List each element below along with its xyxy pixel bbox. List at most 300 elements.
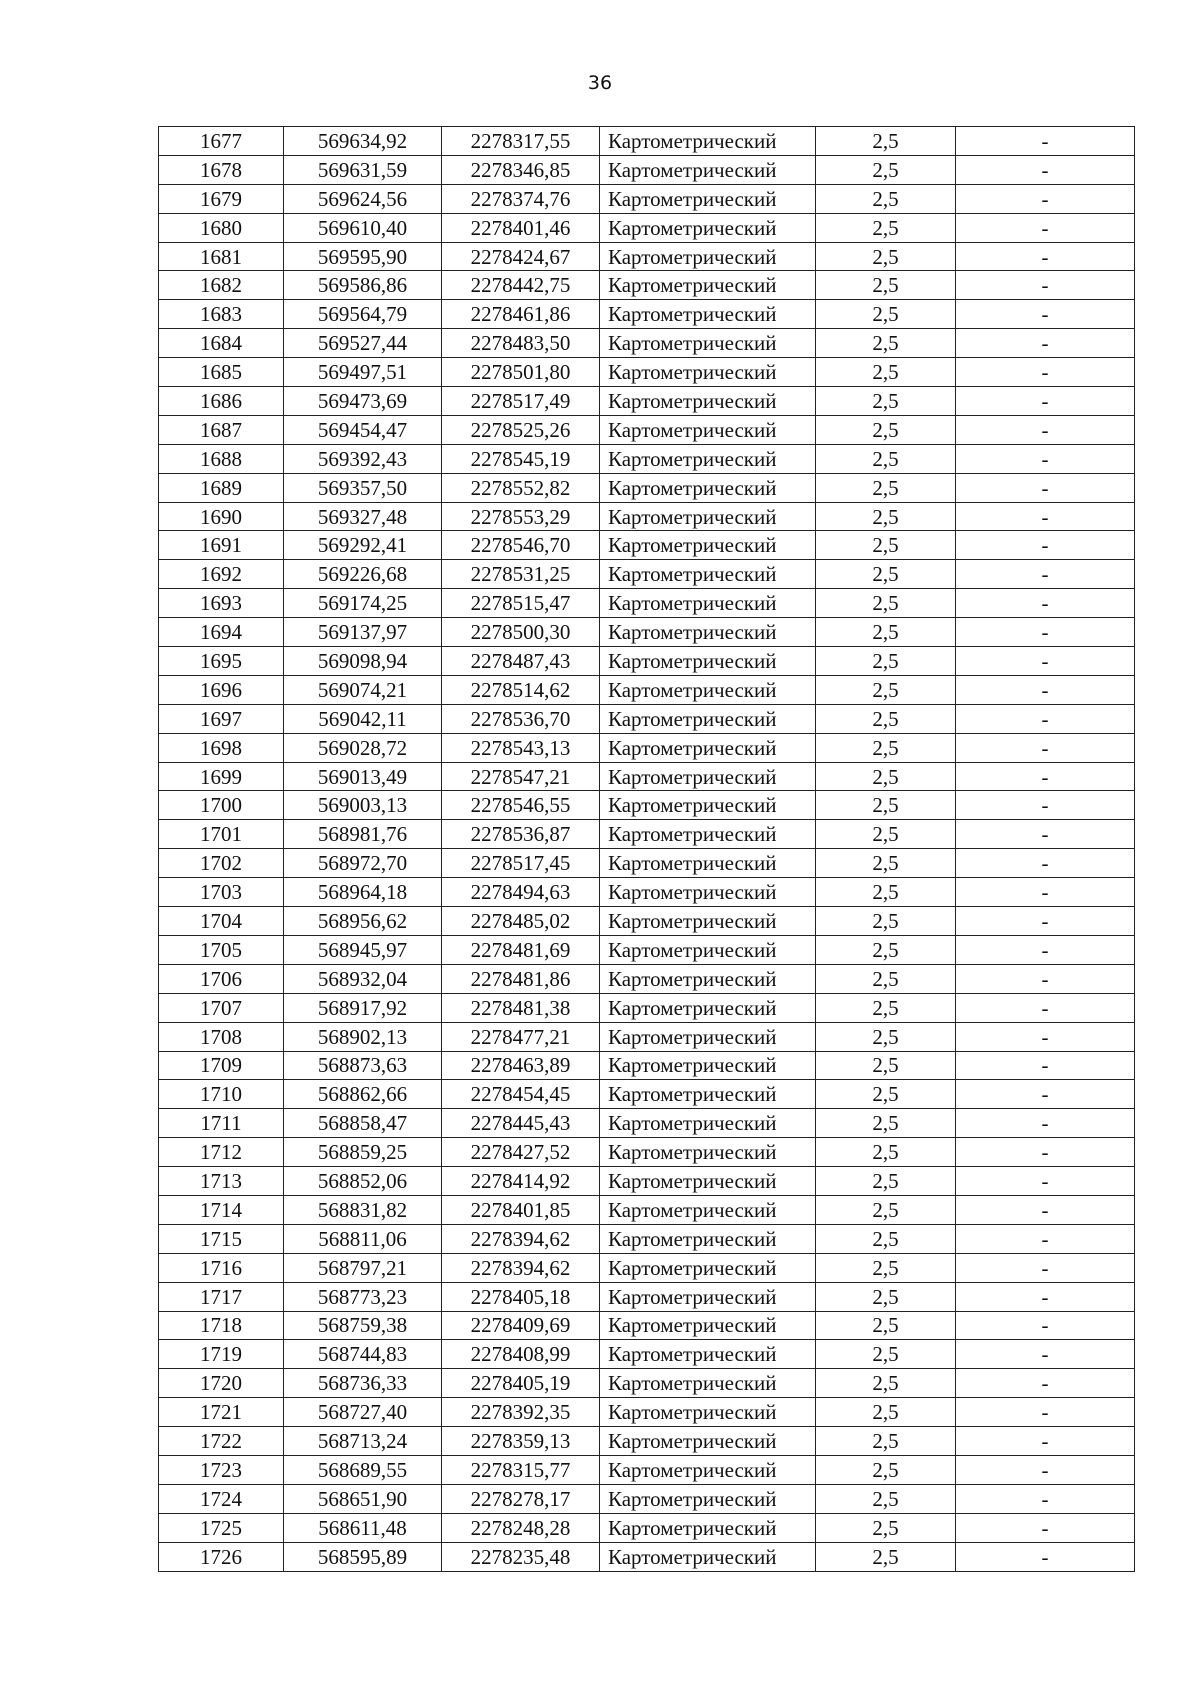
point-number-cell: 1699 xyxy=(159,762,284,791)
accuracy-cell: 2,5 xyxy=(816,1542,956,1571)
x-coordinate-cell: 568862,66 xyxy=(284,1080,442,1109)
y-coordinate-cell: 2278248,28 xyxy=(442,1513,600,1542)
point-number-cell: 1716 xyxy=(159,1253,284,1282)
table-row xyxy=(159,1022,1135,1051)
method-cell: Картометрический xyxy=(600,647,816,676)
y-coordinate-cell: 2278483,50 xyxy=(442,329,600,358)
accuracy-cell: 2,5 xyxy=(816,993,956,1022)
point-number-cell: 1713 xyxy=(159,1167,284,1196)
description-cell: - xyxy=(956,1340,1135,1369)
method-cell: Картометрический xyxy=(600,213,816,242)
accuracy-cell: 2,5 xyxy=(816,1022,956,1051)
y-coordinate-cell: 2278401,46 xyxy=(442,213,600,242)
description-cell: - xyxy=(956,213,1135,242)
accuracy-cell: 2,5 xyxy=(816,1167,956,1196)
table-row xyxy=(159,589,1135,618)
method-cell: Картометрический xyxy=(600,762,816,791)
x-coordinate-cell: 569003,13 xyxy=(284,791,442,820)
description-cell: - xyxy=(956,762,1135,791)
point-number-cell: 1680 xyxy=(159,213,284,242)
accuracy-cell: 2,5 xyxy=(816,1484,956,1513)
method-cell: Картометрический xyxy=(600,993,816,1022)
y-coordinate-cell: 2278454,45 xyxy=(442,1080,600,1109)
method-cell: Картометрический xyxy=(600,1311,816,1340)
y-coordinate-cell: 2278409,69 xyxy=(442,1311,600,1340)
method-cell: Картометрический xyxy=(600,444,816,473)
y-coordinate-cell: 2278359,13 xyxy=(442,1427,600,1456)
y-coordinate-cell: 2278477,21 xyxy=(442,1022,600,1051)
x-coordinate-cell: 568797,21 xyxy=(284,1253,442,1282)
method-cell: Картометрический xyxy=(600,127,816,156)
accuracy-cell: 2,5 xyxy=(816,791,956,820)
method-cell: Картометрический xyxy=(600,1224,816,1253)
x-coordinate-cell: 569098,94 xyxy=(284,647,442,676)
accuracy-cell: 2,5 xyxy=(816,1398,956,1427)
y-coordinate-cell: 2278543,13 xyxy=(442,733,600,762)
x-coordinate-cell: 568727,40 xyxy=(284,1398,442,1427)
x-coordinate-cell: 568651,90 xyxy=(284,1484,442,1513)
table-row xyxy=(159,1253,1135,1282)
description-cell: - xyxy=(956,1484,1135,1513)
accuracy-cell: 2,5 xyxy=(816,213,956,242)
table-row xyxy=(159,1080,1135,1109)
table-row xyxy=(159,935,1135,964)
point-number-cell: 1715 xyxy=(159,1224,284,1253)
y-coordinate-cell: 2278515,47 xyxy=(442,589,600,618)
description-cell: - xyxy=(956,1311,1135,1340)
table-row xyxy=(159,473,1135,502)
accuracy-cell: 2,5 xyxy=(816,1051,956,1080)
description-cell: - xyxy=(956,935,1135,964)
y-coordinate-cell: 2278414,92 xyxy=(442,1167,600,1196)
point-number-cell: 1718 xyxy=(159,1311,284,1340)
x-coordinate-cell: 569327,48 xyxy=(284,502,442,531)
table-row xyxy=(159,1311,1135,1340)
method-cell: Картометрический xyxy=(600,184,816,213)
y-coordinate-cell: 2278405,19 xyxy=(442,1369,600,1398)
point-number-cell: 1689 xyxy=(159,473,284,502)
accuracy-cell: 2,5 xyxy=(816,647,956,676)
method-cell: Картометрический xyxy=(600,300,816,329)
y-coordinate-cell: 2278531,25 xyxy=(442,560,600,589)
method-cell: Картометрический xyxy=(600,1455,816,1484)
description-cell: - xyxy=(956,1369,1135,1398)
y-coordinate-cell: 2278536,70 xyxy=(442,704,600,733)
point-number-cell: 1681 xyxy=(159,242,284,271)
point-number-cell: 1711 xyxy=(159,1109,284,1138)
method-cell: Картометрический xyxy=(600,358,816,387)
accuracy-cell: 2,5 xyxy=(816,1253,956,1282)
accuracy-cell: 2,5 xyxy=(816,502,956,531)
point-number-cell: 1691 xyxy=(159,531,284,560)
description-cell: - xyxy=(956,964,1135,993)
table-row xyxy=(159,1513,1135,1542)
table-row xyxy=(159,820,1135,849)
y-coordinate-cell: 2278235,48 xyxy=(442,1542,600,1571)
description-cell: - xyxy=(956,560,1135,589)
table-row xyxy=(159,1282,1135,1311)
y-coordinate-cell: 2278536,87 xyxy=(442,820,600,849)
accuracy-cell: 2,5 xyxy=(816,704,956,733)
y-coordinate-cell: 2278401,85 xyxy=(442,1195,600,1224)
accuracy-cell: 2,5 xyxy=(816,762,956,791)
point-number-cell: 1721 xyxy=(159,1398,284,1427)
method-cell: Картометрический xyxy=(600,1109,816,1138)
y-coordinate-cell: 2278481,86 xyxy=(442,964,600,993)
table-row xyxy=(159,1427,1135,1456)
table-row xyxy=(159,1051,1135,1080)
table-row xyxy=(159,993,1135,1022)
point-number-cell: 1709 xyxy=(159,1051,284,1080)
table-row xyxy=(159,675,1135,704)
x-coordinate-cell: 569631,59 xyxy=(284,155,442,184)
y-coordinate-cell: 2278553,29 xyxy=(442,502,600,531)
table-row xyxy=(159,415,1135,444)
description-cell: - xyxy=(956,1398,1135,1427)
description-cell: - xyxy=(956,415,1135,444)
accuracy-cell: 2,5 xyxy=(816,964,956,993)
y-coordinate-cell: 2278278,17 xyxy=(442,1484,600,1513)
accuracy-cell: 2,5 xyxy=(816,242,956,271)
accuracy-cell: 2,5 xyxy=(816,935,956,964)
x-coordinate-cell: 569454,47 xyxy=(284,415,442,444)
point-number-cell: 1726 xyxy=(159,1542,284,1571)
point-number-cell: 1694 xyxy=(159,618,284,647)
table-row xyxy=(159,704,1135,733)
table-row xyxy=(159,762,1135,791)
method-cell: Картометрический xyxy=(600,1513,816,1542)
accuracy-cell: 2,5 xyxy=(816,155,956,184)
point-number-cell: 1717 xyxy=(159,1282,284,1311)
y-coordinate-cell: 2278500,30 xyxy=(442,618,600,647)
point-number-cell: 1687 xyxy=(159,415,284,444)
point-number-cell: 1685 xyxy=(159,358,284,387)
table-row xyxy=(159,1224,1135,1253)
point-number-cell: 1678 xyxy=(159,155,284,184)
description-cell: - xyxy=(956,1022,1135,1051)
description-cell: - xyxy=(956,1455,1135,1484)
x-coordinate-cell: 568611,48 xyxy=(284,1513,442,1542)
method-cell: Картометрический xyxy=(600,1484,816,1513)
y-coordinate-cell: 2278517,49 xyxy=(442,387,600,416)
table-row xyxy=(159,1109,1135,1138)
y-coordinate-cell: 2278427,52 xyxy=(442,1138,600,1167)
point-number-cell: 1701 xyxy=(159,820,284,849)
table-row xyxy=(159,733,1135,762)
method-cell: Картометрический xyxy=(600,849,816,878)
description-cell: - xyxy=(956,675,1135,704)
x-coordinate-cell: 568736,33 xyxy=(284,1369,442,1398)
table-row xyxy=(159,502,1135,531)
table-row xyxy=(159,964,1135,993)
point-number-cell: 1688 xyxy=(159,444,284,473)
description-cell: - xyxy=(956,589,1135,618)
point-number-cell: 1697 xyxy=(159,704,284,733)
point-number-cell: 1720 xyxy=(159,1369,284,1398)
y-coordinate-cell: 2278494,63 xyxy=(442,878,600,907)
x-coordinate-cell: 568972,70 xyxy=(284,849,442,878)
accuracy-cell: 2,5 xyxy=(816,1369,956,1398)
description-cell: - xyxy=(956,1224,1135,1253)
point-number-cell: 1723 xyxy=(159,1455,284,1484)
description-cell: - xyxy=(956,184,1135,213)
point-number-cell: 1686 xyxy=(159,387,284,416)
y-coordinate-cell: 2278546,55 xyxy=(442,791,600,820)
point-number-cell: 1683 xyxy=(159,300,284,329)
accuracy-cell: 2,5 xyxy=(816,560,956,589)
accuracy-cell: 2,5 xyxy=(816,1455,956,1484)
y-coordinate-cell: 2278481,69 xyxy=(442,935,600,964)
x-coordinate-cell: 568858,47 xyxy=(284,1109,442,1138)
description-cell: - xyxy=(956,1542,1135,1571)
description-cell: - xyxy=(956,155,1135,184)
table-row xyxy=(159,1340,1135,1369)
accuracy-cell: 2,5 xyxy=(816,618,956,647)
y-coordinate-cell: 2278487,43 xyxy=(442,647,600,676)
x-coordinate-cell: 568932,04 xyxy=(284,964,442,993)
x-coordinate-cell: 568945,97 xyxy=(284,935,442,964)
table-row xyxy=(159,184,1135,213)
method-cell: Картометрический xyxy=(600,907,816,936)
point-number-cell: 1712 xyxy=(159,1138,284,1167)
accuracy-cell: 2,5 xyxy=(816,127,956,156)
x-coordinate-cell: 569610,40 xyxy=(284,213,442,242)
method-cell: Картометрический xyxy=(600,1195,816,1224)
point-number-cell: 1725 xyxy=(159,1513,284,1542)
table-row xyxy=(159,271,1135,300)
accuracy-cell: 2,5 xyxy=(816,1340,956,1369)
x-coordinate-cell: 569137,97 xyxy=(284,618,442,647)
method-cell: Картометрический xyxy=(600,733,816,762)
y-coordinate-cell: 2278461,86 xyxy=(442,300,600,329)
x-coordinate-cell: 569392,43 xyxy=(284,444,442,473)
description-cell: - xyxy=(956,1167,1135,1196)
y-coordinate-cell: 2278317,55 xyxy=(442,127,600,156)
point-number-cell: 1714 xyxy=(159,1195,284,1224)
method-cell: Картометрический xyxy=(600,415,816,444)
accuracy-cell: 2,5 xyxy=(816,531,956,560)
x-coordinate-cell: 568964,18 xyxy=(284,878,442,907)
table-row xyxy=(159,1398,1135,1427)
accuracy-cell: 2,5 xyxy=(816,329,956,358)
y-coordinate-cell: 2278445,43 xyxy=(442,1109,600,1138)
accuracy-cell: 2,5 xyxy=(816,878,956,907)
accuracy-cell: 2,5 xyxy=(816,1513,956,1542)
x-coordinate-cell: 568917,92 xyxy=(284,993,442,1022)
method-cell: Картометрический xyxy=(600,1340,816,1369)
y-coordinate-cell: 2278346,85 xyxy=(442,155,600,184)
point-number-cell: 1722 xyxy=(159,1427,284,1456)
y-coordinate-cell: 2278552,82 xyxy=(442,473,600,502)
x-coordinate-cell: 569028,72 xyxy=(284,733,442,762)
x-coordinate-cell: 568595,89 xyxy=(284,1542,442,1571)
accuracy-cell: 2,5 xyxy=(816,271,956,300)
method-cell: Картометрический xyxy=(600,1282,816,1311)
description-cell: - xyxy=(956,647,1135,676)
description-cell: - xyxy=(956,358,1135,387)
x-coordinate-cell: 568859,25 xyxy=(284,1138,442,1167)
point-number-cell: 1710 xyxy=(159,1080,284,1109)
table-row xyxy=(159,1542,1135,1571)
accuracy-cell: 2,5 xyxy=(816,849,956,878)
x-coordinate-cell: 569174,25 xyxy=(284,589,442,618)
table-row xyxy=(159,1484,1135,1513)
accuracy-cell: 2,5 xyxy=(816,444,956,473)
x-coordinate-cell: 569586,86 xyxy=(284,271,442,300)
table-row xyxy=(159,155,1135,184)
x-coordinate-cell: 568773,23 xyxy=(284,1282,442,1311)
point-number-cell: 1682 xyxy=(159,271,284,300)
method-cell: Картометрический xyxy=(600,155,816,184)
x-coordinate-cell: 569013,49 xyxy=(284,762,442,791)
accuracy-cell: 2,5 xyxy=(816,1109,956,1138)
point-number-cell: 1690 xyxy=(159,502,284,531)
description-cell: - xyxy=(956,849,1135,878)
x-coordinate-cell: 568744,83 xyxy=(284,1340,442,1369)
point-number-cell: 1702 xyxy=(159,849,284,878)
table-row xyxy=(159,1369,1135,1398)
y-coordinate-cell: 2278424,67 xyxy=(442,242,600,271)
y-coordinate-cell: 2278315,77 xyxy=(442,1455,600,1484)
y-coordinate-cell: 2278405,18 xyxy=(442,1282,600,1311)
point-number-cell: 1704 xyxy=(159,907,284,936)
accuracy-cell: 2,5 xyxy=(816,1427,956,1456)
description-cell: - xyxy=(956,502,1135,531)
table-row xyxy=(159,1138,1135,1167)
description-cell: - xyxy=(956,1253,1135,1282)
method-cell: Картометрический xyxy=(600,242,816,271)
table-row xyxy=(159,329,1135,358)
table-row xyxy=(159,618,1135,647)
description-cell: - xyxy=(956,1195,1135,1224)
y-coordinate-cell: 2278408,99 xyxy=(442,1340,600,1369)
point-number-cell: 1692 xyxy=(159,560,284,589)
y-coordinate-cell: 2278485,02 xyxy=(442,907,600,936)
method-cell: Картометрический xyxy=(600,820,816,849)
y-coordinate-cell: 2278392,35 xyxy=(442,1398,600,1427)
method-cell: Картометрический xyxy=(600,964,816,993)
x-coordinate-cell: 568852,06 xyxy=(284,1167,442,1196)
point-number-cell: 1684 xyxy=(159,329,284,358)
description-cell: - xyxy=(956,791,1135,820)
x-coordinate-cell: 568956,62 xyxy=(284,907,442,936)
description-cell: - xyxy=(956,907,1135,936)
x-coordinate-cell: 569624,56 xyxy=(284,184,442,213)
x-coordinate-cell: 569595,90 xyxy=(284,242,442,271)
table-row xyxy=(159,213,1135,242)
description-cell: - xyxy=(956,733,1135,762)
y-coordinate-cell: 2278501,80 xyxy=(442,358,600,387)
point-number-cell: 1719 xyxy=(159,1340,284,1369)
y-coordinate-cell: 2278394,62 xyxy=(442,1224,600,1253)
x-coordinate-cell: 568831,82 xyxy=(284,1195,442,1224)
point-number-cell: 1700 xyxy=(159,791,284,820)
point-number-cell: 1693 xyxy=(159,589,284,618)
description-cell: - xyxy=(956,473,1135,502)
table-row xyxy=(159,531,1135,560)
method-cell: Картометрический xyxy=(600,1369,816,1398)
accuracy-cell: 2,5 xyxy=(816,358,956,387)
table-row xyxy=(159,878,1135,907)
method-cell: Картометрический xyxy=(600,704,816,733)
x-coordinate-cell: 568873,63 xyxy=(284,1051,442,1080)
method-cell: Картометрический xyxy=(600,1398,816,1427)
accuracy-cell: 2,5 xyxy=(816,184,956,213)
method-cell: Картометрический xyxy=(600,1051,816,1080)
x-coordinate-cell: 569357,50 xyxy=(284,473,442,502)
description-cell: - xyxy=(956,387,1135,416)
point-number-cell: 1703 xyxy=(159,878,284,907)
point-number-cell: 1698 xyxy=(159,733,284,762)
method-cell: Картометрический xyxy=(600,589,816,618)
accuracy-cell: 2,5 xyxy=(816,1311,956,1340)
accuracy-cell: 2,5 xyxy=(816,415,956,444)
x-coordinate-cell: 568981,76 xyxy=(284,820,442,849)
method-cell: Картометрический xyxy=(600,1542,816,1571)
description-cell: - xyxy=(956,1282,1135,1311)
method-cell: Картометрический xyxy=(600,531,816,560)
description-cell: - xyxy=(956,300,1135,329)
point-number-cell: 1679 xyxy=(159,184,284,213)
accuracy-cell: 2,5 xyxy=(816,733,956,762)
accuracy-cell: 2,5 xyxy=(816,1282,956,1311)
table-row xyxy=(159,1195,1135,1224)
table-row xyxy=(159,300,1135,329)
accuracy-cell: 2,5 xyxy=(816,1224,956,1253)
coordinates-table xyxy=(158,126,1135,1572)
x-coordinate-cell: 569634,92 xyxy=(284,127,442,156)
accuracy-cell: 2,5 xyxy=(816,300,956,329)
x-coordinate-cell: 568902,13 xyxy=(284,1022,442,1051)
description-cell: - xyxy=(956,444,1135,473)
description-cell: - xyxy=(956,127,1135,156)
point-number-cell: 1724 xyxy=(159,1484,284,1513)
point-number-cell: 1677 xyxy=(159,127,284,156)
method-cell: Картометрический xyxy=(600,560,816,589)
description-cell: - xyxy=(956,820,1135,849)
description-cell: - xyxy=(956,1513,1135,1542)
description-cell: - xyxy=(956,1051,1135,1080)
table-row xyxy=(159,1167,1135,1196)
accuracy-cell: 2,5 xyxy=(816,473,956,502)
table-row xyxy=(159,647,1135,676)
table-row xyxy=(159,907,1135,936)
method-cell: Картометрический xyxy=(600,675,816,704)
point-number-cell: 1706 xyxy=(159,964,284,993)
y-coordinate-cell: 2278374,76 xyxy=(442,184,600,213)
description-cell: - xyxy=(956,1427,1135,1456)
y-coordinate-cell: 2278463,89 xyxy=(442,1051,600,1080)
method-cell: Картометрический xyxy=(600,1022,816,1051)
table-row xyxy=(159,242,1135,271)
point-number-cell: 1695 xyxy=(159,647,284,676)
description-cell: - xyxy=(956,1109,1135,1138)
description-cell: - xyxy=(956,618,1135,647)
description-cell: - xyxy=(956,242,1135,271)
method-cell: Картометрический xyxy=(600,1253,816,1282)
table-row xyxy=(159,560,1135,589)
table-row xyxy=(159,358,1135,387)
description-cell: - xyxy=(956,1080,1135,1109)
table-row xyxy=(159,127,1135,156)
y-coordinate-cell: 2278514,62 xyxy=(442,675,600,704)
x-coordinate-cell: 569074,21 xyxy=(284,675,442,704)
method-cell: Картометрический xyxy=(600,271,816,300)
method-cell: Картометрический xyxy=(600,618,816,647)
x-coordinate-cell: 569292,41 xyxy=(284,531,442,560)
point-number-cell: 1707 xyxy=(159,993,284,1022)
description-cell: - xyxy=(956,878,1135,907)
